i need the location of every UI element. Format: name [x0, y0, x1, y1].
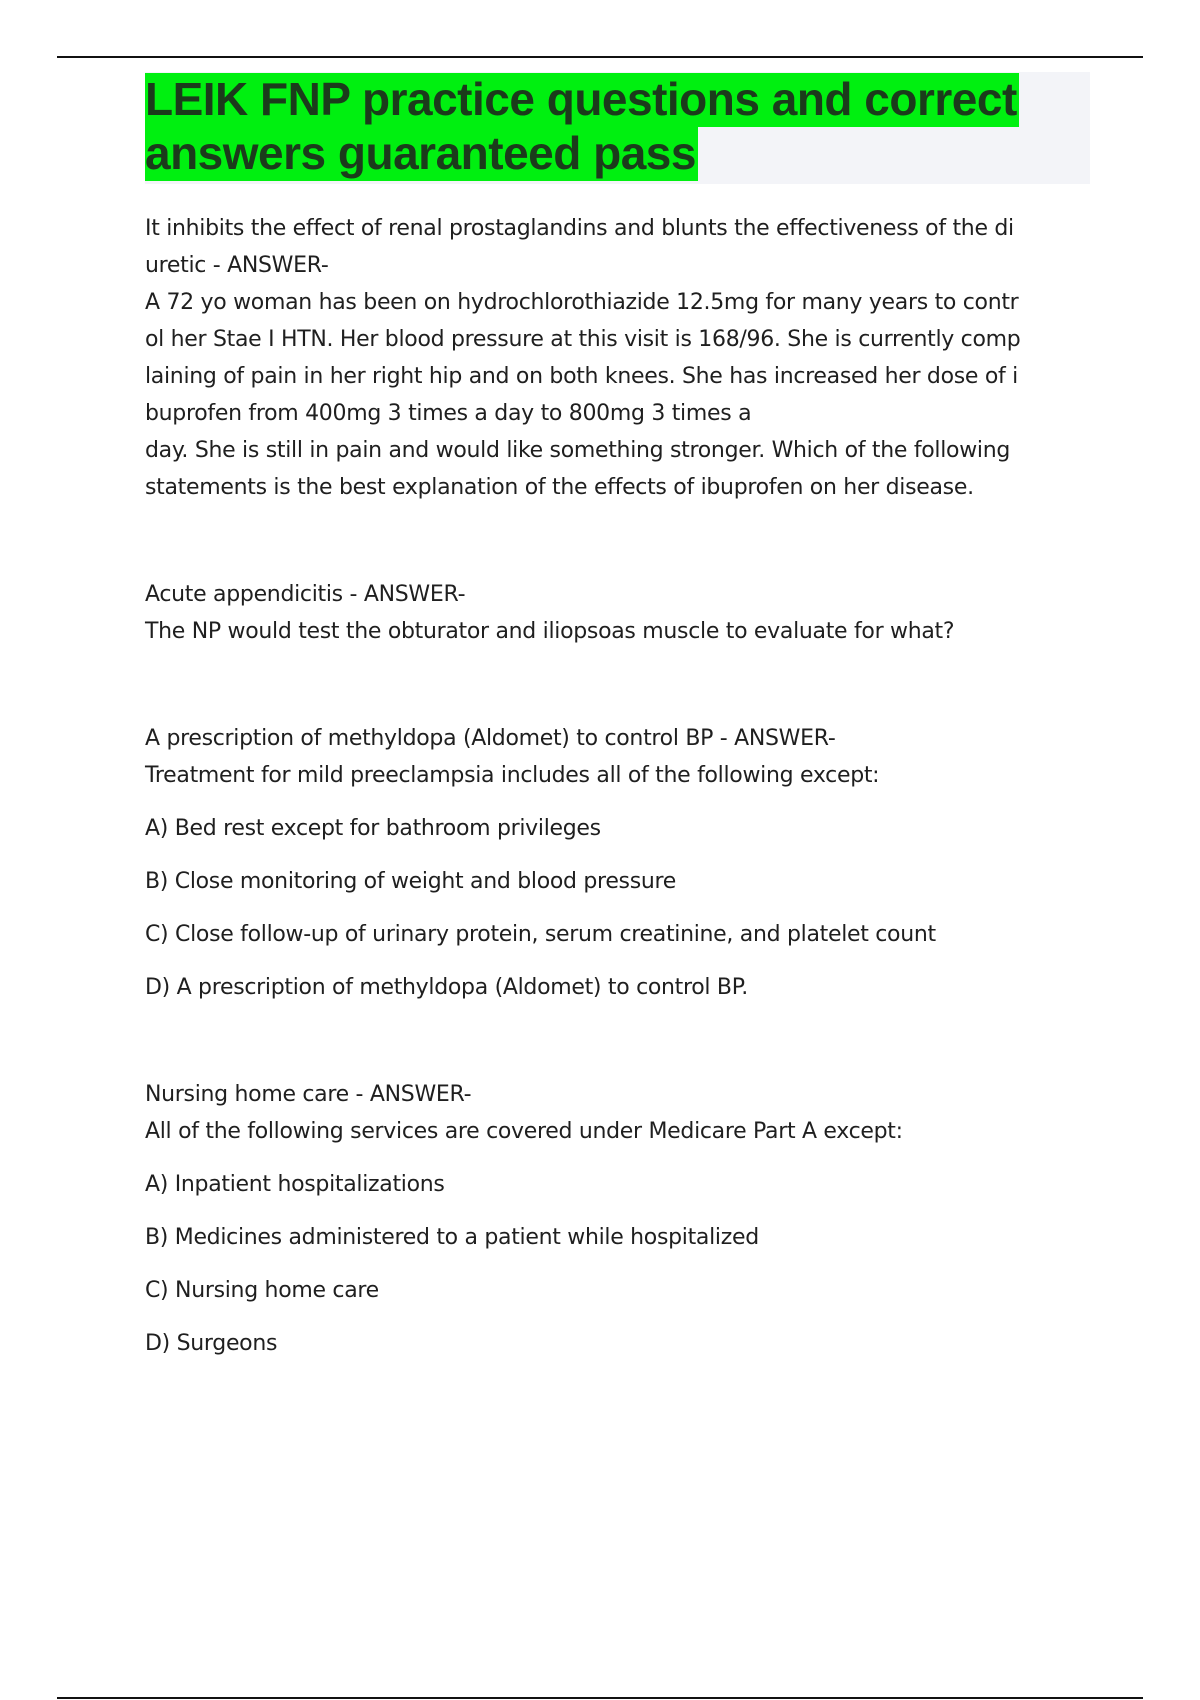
document-title [145, 72, 1090, 180]
title-line-2: answers guaranteed pass [145, 127, 696, 179]
option-a: A) Inpatient hospitalizations [145, 1172, 445, 1197]
option-b: B) Close monitoring of weight and blood pressure [145, 869, 677, 894]
question-text: day. She is still in pain and would like something stronger. Which of the following [145, 438, 1011, 463]
qa-block-4 [145, 1076, 1085, 1362]
top-divider [57, 56, 1143, 58]
answer-text: A prescription of methyldopa (Aldomet) to control BP - ANSWER- [145, 726, 836, 751]
answer-text: Nursing home care - ANSWER- [145, 1082, 472, 1107]
qa-block-3 [145, 720, 1085, 1006]
bottom-divider [57, 1697, 1143, 1699]
question-text: statements is the best explanation of the effects of ibuprofen on her disease. [145, 475, 974, 500]
spacer [145, 1006, 1085, 1076]
option-b: B) Medicines administered to a patient while hospitalized [145, 1225, 759, 1250]
option-c: C) Close follow-up of urinary protein, serum creatinine, and platelet count [145, 922, 936, 947]
spacer [145, 650, 1085, 720]
question-text: buprofen from 400mg 3 times a day to 800mg 3 times a [145, 401, 752, 426]
question-text: laining of pain in her right hip and on both knees. She has increased her dose of i [145, 364, 1018, 389]
spacer [145, 506, 1085, 576]
option-d: D) A prescription of methyldopa (Aldomet) to control BP. [145, 975, 748, 1000]
title-block [145, 72, 1090, 180]
qa-block-1 [145, 210, 1085, 506]
option-a: A) Bed rest except for bathroom privileges [145, 816, 601, 841]
question-text: The NP would test the obturator and iliopsoas muscle to evaluate for what? [145, 619, 955, 644]
answer-text: uretic - ANSWER- [145, 253, 329, 278]
question-text: ol her Stae I HTN. Her blood pressure at this visit is 168/96. She is currently comp [145, 327, 1021, 352]
answer-text: Acute appendicitis - ANSWER- [145, 582, 466, 607]
option-d: D) Surgeons [145, 1331, 278, 1356]
answer-text: It inhibits the effect of renal prostaglandins and blunts the effectiveness of the di [145, 216, 1014, 241]
question-text: Treatment for mild preeclampsia includes all of the following except: [145, 763, 880, 788]
qa-block-2 [145, 576, 1085, 650]
title-line-1: LEIK FNP practice questions and correct [145, 73, 1017, 125]
document-body [145, 210, 1085, 1362]
option-c: C) Nursing home care [145, 1278, 379, 1303]
question-text: All of the following services are covered under Medicare Part A except: [145, 1119, 903, 1144]
question-text: A 72 yo woman has been on hydrochlorothiazide 12.5mg for many years to contr [145, 290, 1019, 315]
